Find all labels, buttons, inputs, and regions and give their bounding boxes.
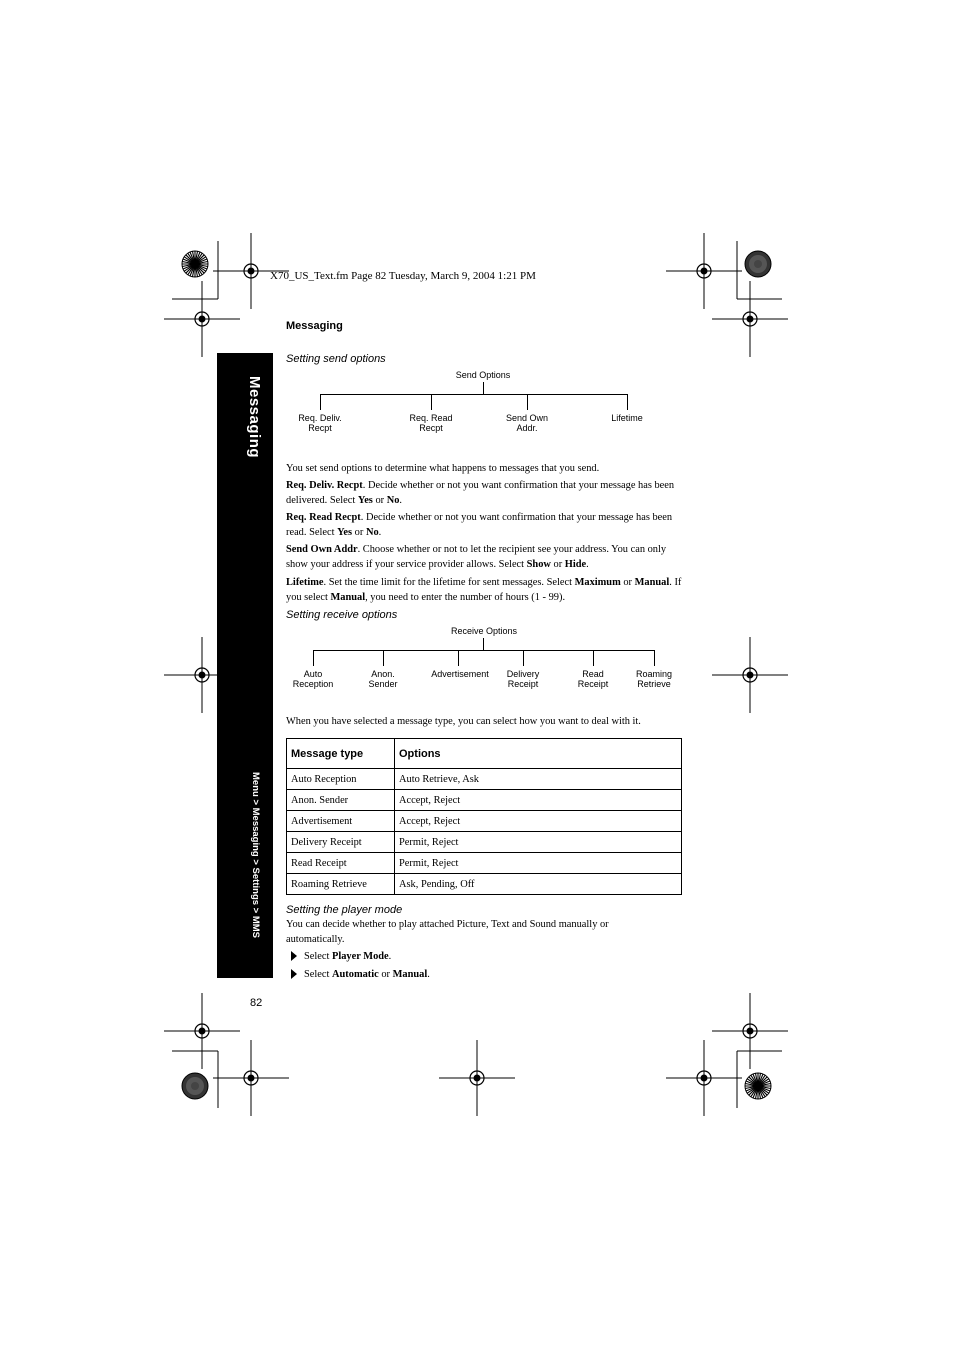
sidebar-title: Messaging bbox=[246, 376, 263, 459]
message-options-table bbox=[286, 738, 682, 895]
paragraph: Req. Deliv. Recpt. Decide whether or not you want confirmation that your message has been delivered. Select Yes or No. bbox=[286, 480, 675, 506]
section-title: Messaging bbox=[286, 320, 343, 332]
chapter-sidebar bbox=[217, 353, 273, 978]
diagram-node: Req. Deliv. Recpt bbox=[298, 413, 342, 433]
diagram-node: Delivery Receipt bbox=[506, 669, 540, 689]
table-cell: Permit, Reject bbox=[395, 853, 682, 874]
player-mode-text: You can decide whether to play attached Picture, Text and Sound manually or automatically. bbox=[286, 919, 609, 945]
table-cell: Accept, Reject bbox=[395, 790, 682, 811]
table-cell: Ask, Pending, Off bbox=[395, 874, 682, 895]
table-row bbox=[287, 853, 682, 874]
table-cell: Advertisement bbox=[287, 811, 395, 832]
diagram-node: Send Own Addr. bbox=[505, 413, 549, 433]
bullet-arrow-icon bbox=[291, 969, 297, 979]
table-cell: Anon. Sender bbox=[287, 790, 395, 811]
diagram-node: Advertisement bbox=[431, 669, 489, 679]
step: Select Automatic or Manual. bbox=[304, 969, 430, 980]
table-cell: Auto Reception bbox=[287, 769, 395, 790]
table-row bbox=[287, 769, 682, 790]
table-cell: Read Receipt bbox=[287, 853, 395, 874]
paragraph: Lifetime. Set the time limit for the lifetime for sent messages. Select Maximum or Manual. If you select Manual, you need to enter the number of hours (1 - 99). bbox=[286, 577, 682, 603]
diagram-node: Lifetime bbox=[611, 413, 643, 423]
table-row bbox=[287, 811, 682, 832]
table-cell: Accept, Reject bbox=[395, 811, 682, 832]
step: Select Player Mode. bbox=[304, 951, 392, 962]
diagram-node: Roaming Retrieve bbox=[635, 669, 673, 689]
receive-options-heading: Setting receive options bbox=[286, 609, 398, 621]
print-header: X70_US_Text.fm Page 82 Tuesday, March 9, 2004 1:21 PM bbox=[270, 270, 536, 282]
diagram-node: Auto Reception bbox=[292, 669, 334, 689]
send-options-heading: Setting send options bbox=[286, 353, 386, 365]
table-header: Options bbox=[395, 739, 682, 769]
send-intro: You set send options to determine what happens to messages that you send. bbox=[286, 463, 600, 474]
diagram-node: Req. Read Recpt bbox=[409, 413, 453, 433]
table-row bbox=[287, 832, 682, 853]
table-cell: Permit, Reject bbox=[395, 832, 682, 853]
receive-options-root: Receive Options bbox=[450, 626, 518, 636]
table-header: Message type bbox=[287, 739, 395, 769]
bullet-arrow-icon bbox=[291, 951, 297, 961]
table-row bbox=[287, 790, 682, 811]
paragraph: Send Own Addr. Choose whether or not to let the recipient see your address. You can only show your address if your service provider allows. Select Show or Hide. bbox=[286, 544, 667, 570]
table-intro: When you have selected a message type, you can select how you want to deal with it. bbox=[286, 716, 641, 727]
player-mode-heading: Setting the player mode bbox=[286, 904, 403, 916]
table-cell: Delivery Receipt bbox=[287, 832, 395, 853]
table-row bbox=[287, 874, 682, 895]
diagram-node: Read Receipt bbox=[577, 669, 609, 689]
table-cell: Roaming Retrieve bbox=[287, 874, 395, 895]
table-header-row bbox=[287, 739, 682, 769]
send-options-root: Send Options bbox=[455, 370, 511, 380]
table-cell: Auto Retrieve, Ask bbox=[395, 769, 682, 790]
sidebar-breadcrumb: Menu > Messaging > Settings > MMS bbox=[250, 772, 261, 939]
paragraph: Req. Read Recpt. Decide whether or not you want confirmation that your message has been read. Select Yes or No. bbox=[286, 512, 673, 538]
diagram-node: Anon. Sender bbox=[368, 669, 398, 689]
page-number: 82 bbox=[250, 997, 263, 1009]
